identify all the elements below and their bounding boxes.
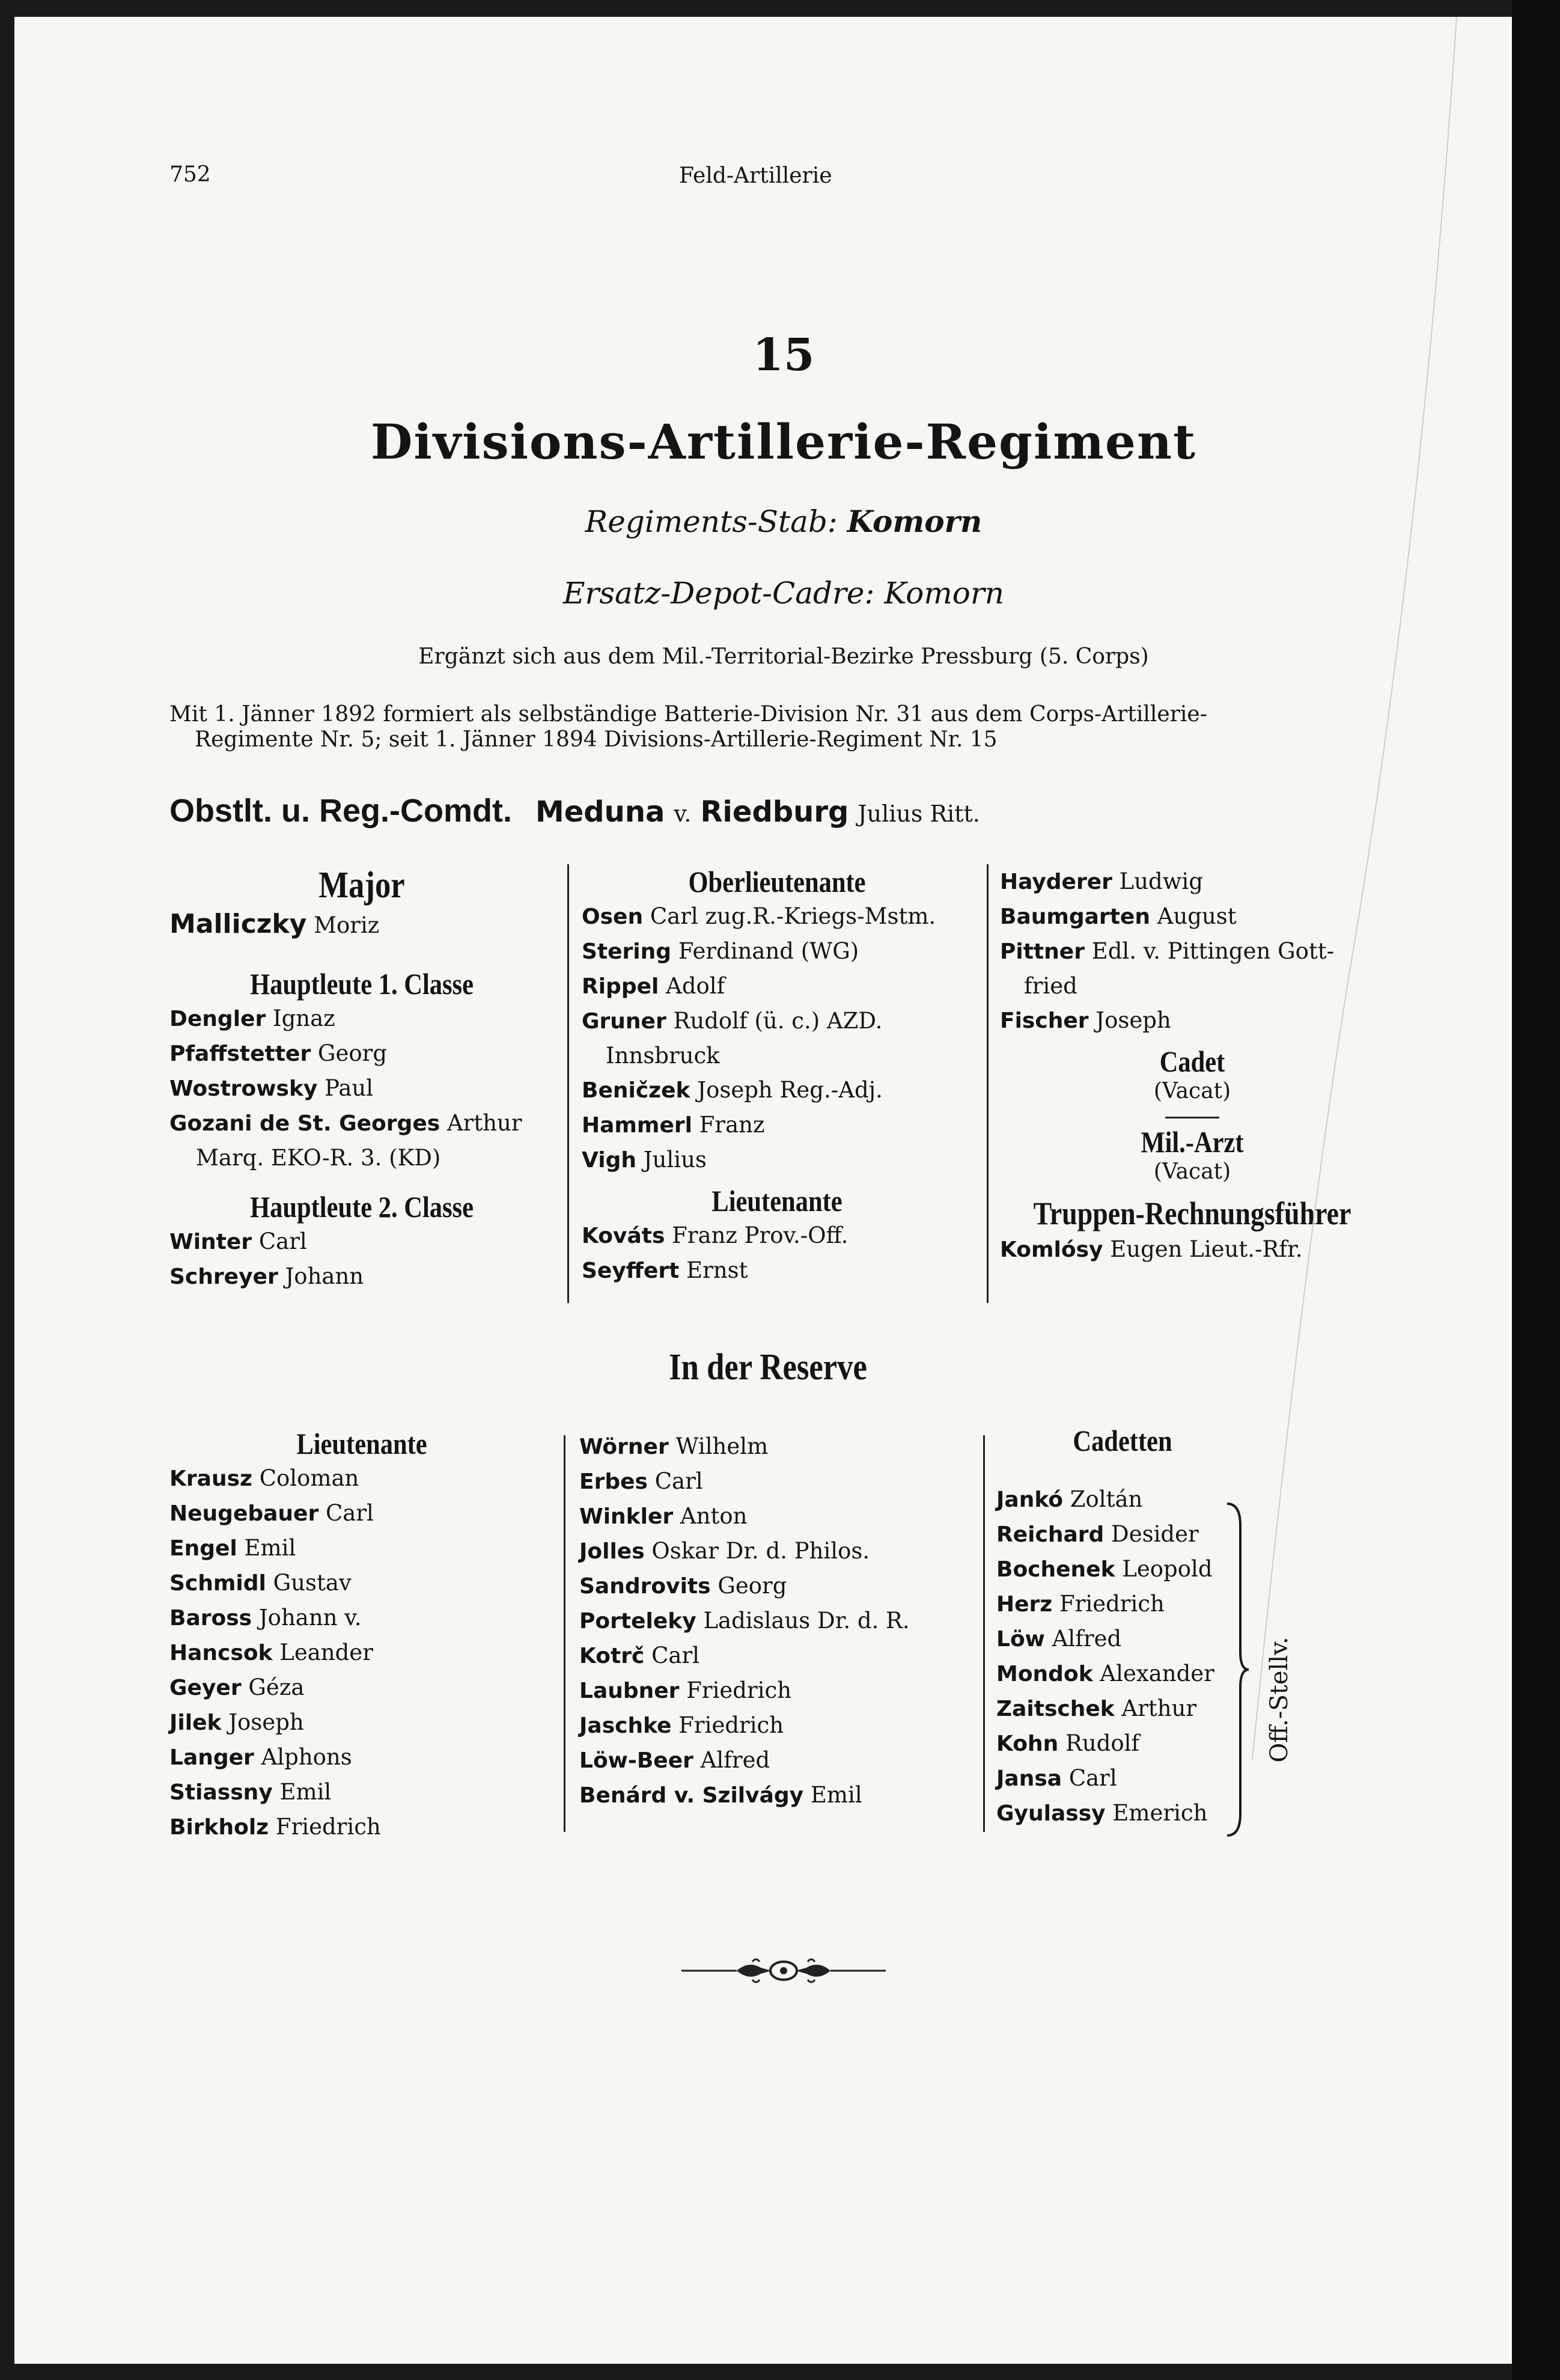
list-item: Rippel Adolf [582, 973, 725, 999]
list-item: Geyer Géza [169, 1674, 305, 1700]
cadetten-heading: Cadetten [1073, 1424, 1172, 1457]
reserve-heading: In der Reserve [669, 1347, 867, 1388]
list-item: Pfaffstetter Georg [169, 1040, 388, 1066]
list-item: Winkler Anton [579, 1503, 748, 1529]
list-item: Gruner Rudolf (ü. c.) AZD. [582, 1008, 883, 1034]
reserve-column-2 [579, 1429, 988, 1813]
history-line-2: Regimente Nr. 5; seit 1. Jänner 1894 Divisions-Artillerie-Regiment Nr. 15 [195, 727, 998, 752]
list-item: Kohn Rudolf [996, 1730, 1140, 1756]
list-item: Schreyer Johann [169, 1263, 364, 1289]
regiment-number: 15 [752, 329, 815, 381]
list-item: Komlósy Eugen Lieut.-Rfr. [1000, 1236, 1303, 1262]
list-item: Hammerl Franz [582, 1112, 765, 1138]
commander-given: Julius Ritt. [858, 801, 980, 827]
list-item: Dengler Ignaz [169, 1005, 335, 1031]
active-column-2 [582, 864, 972, 1288]
list-item-continuation: fried [1024, 973, 1077, 999]
list-item: Wörner Wilhelm [579, 1433, 769, 1459]
list-item: Jansa Carl [996, 1765, 1117, 1791]
list-item: Sandrovits Georg [579, 1573, 787, 1599]
ersatz-label: Ersatz-Depot-Cadre: [562, 576, 875, 611]
list-item: Benárd v. Szilvágy Emil [579, 1782, 862, 1808]
stab-place: Komorn [847, 504, 983, 539]
list-item: Laubner Friedrich [579, 1677, 792, 1703]
list-item: Reichard Desider [996, 1521, 1199, 1547]
list-item: Stiassny Emil [169, 1779, 332, 1805]
lieutenante-heading: Lieutenante [711, 1184, 842, 1218]
scan-scratch [1036, 17, 1493, 1820]
commander-surname: Meduna [535, 795, 665, 829]
off-stellv-label: Off.-Stellv. [1266, 1637, 1293, 1763]
list-item: Beničzek Joseph Reg.-Adj. [582, 1077, 883, 1103]
hauptleute-1-heading: Hauptleute 1. Classe [250, 967, 474, 1001]
book-page [14, 17, 1512, 2364]
list-item: Zaitschek Arthur [996, 1695, 1197, 1721]
list-item: Seyffert Ernst [582, 1257, 748, 1283]
list-item: Baumgarten August [1000, 903, 1237, 929]
list-item: Hayderer Ludwig [1000, 868, 1203, 894]
stab-label: Regiments-Stab: [585, 504, 838, 539]
column-divider [567, 864, 569, 1303]
ersatz-place: Komorn [884, 576, 1005, 611]
mil-arzt-heading: Mil.-Arzt [1141, 1125, 1244, 1159]
list-item: Erbes Carl [579, 1468, 703, 1494]
commander-title: Obstlt. u. Reg.-Comdt. [169, 793, 512, 829]
commander-place-name: Riedburg [700, 795, 849, 829]
list-item: Krausz Coloman [169, 1465, 359, 1491]
reserve-column-1 [169, 1426, 554, 1844]
rechnungsfuehrer-heading: Truppen-Rechnungsführer [1033, 1195, 1351, 1231]
cadet-heading: Cadet [1159, 1045, 1225, 1078]
list-item: Osen Carl zug.R.-Kriegs-Mstm. [582, 903, 936, 929]
major-heading: Major [318, 865, 405, 906]
erganzung-line: Ergänzt sich aus dem Mil.-Territorial-Bezirke Pressburg (5. Corps) [418, 644, 1149, 669]
list-item-continuation: Marq. EKO-R. 3. (KD) [196, 1145, 441, 1171]
list-item: Kováts Franz Prov.-Off. [582, 1222, 849, 1248]
list-item: Jolles Oskar Dr. d. Philos. [579, 1538, 870, 1564]
list-item: Engel Emil [169, 1535, 296, 1561]
page-number: 752 [169, 162, 211, 187]
commander-line [169, 792, 980, 829]
list-item: Jankó Zoltán [996, 1486, 1143, 1512]
scan-edge [1512, 0, 1560, 2380]
list-item: Wostrowsky Paul [169, 1075, 374, 1101]
list-item: Bochenek Leopold [996, 1556, 1213, 1582]
list-item: Herz Friedrich [996, 1591, 1165, 1617]
hauptleute-2-heading: Hauptleute 2. Classe [250, 1190, 474, 1224]
list-item: Malliczky Moriz [169, 909, 380, 939]
list-item: Kotrč Carl [579, 1643, 699, 1668]
list-item: Jilek Joseph [169, 1709, 304, 1735]
list-item: Langer Alphons [169, 1744, 352, 1770]
regiment-name: Divisions-Artillerie-Regiment [370, 413, 1197, 470]
column-divider [987, 864, 989, 1303]
cadet-vacat: (Vacat) [1153, 1079, 1231, 1103]
list-item: Jaschke Friedrich [579, 1712, 784, 1738]
list-item: Birkholz Friedrich [169, 1814, 381, 1840]
commander-particle: v. [674, 801, 692, 827]
list-item: Vigh Julius [582, 1147, 707, 1173]
ornament-icon [681, 1956, 886, 1986]
list-item: Porteleky Ladislaus Dr. d. R. [579, 1608, 910, 1634]
list-item: Löw-Beer Alfred [579, 1747, 770, 1773]
history-line-1: Mit 1. Jänner 1892 formiert als selbständige Batterie-Division Nr. 31 aus dem Corps-Artillerie- [169, 702, 1207, 727]
list-item: Baross Johann v. [169, 1605, 362, 1631]
list-item: Gozani de St. Georges Arthur [169, 1110, 522, 1136]
column-divider [564, 1435, 565, 1832]
list-item: Löw Alfred [996, 1626, 1122, 1652]
reserve-lieutenante-heading: Lieutenante [296, 1427, 427, 1460]
list-item: Stering Ferdinand (WG) [582, 938, 859, 964]
list-item: Hancsok Leander [169, 1640, 373, 1665]
list-item: Gyulassy Emerich [996, 1800, 1208, 1826]
list-item: Fischer Joseph [1000, 1007, 1171, 1033]
running-title: Feld-Artillerie [679, 163, 832, 188]
list-item: Mondok Alexander [996, 1661, 1214, 1686]
list-item: Neugebauer Carl [169, 1500, 374, 1526]
list-item: Pittner Edl. v. Pittingen Gott- [1000, 938, 1335, 964]
column-divider [983, 1435, 985, 1832]
list-item: Winter Carl [169, 1228, 307, 1254]
active-column-1 [169, 864, 554, 1294]
oberlieutenante-heading: Oberlieutenante [688, 865, 866, 899]
list-item-continuation: Innsbruck [606, 1043, 720, 1069]
list-item: Schmidl Gustav [169, 1570, 352, 1596]
arzt-vacat: (Vacat) [1153, 1159, 1231, 1184]
